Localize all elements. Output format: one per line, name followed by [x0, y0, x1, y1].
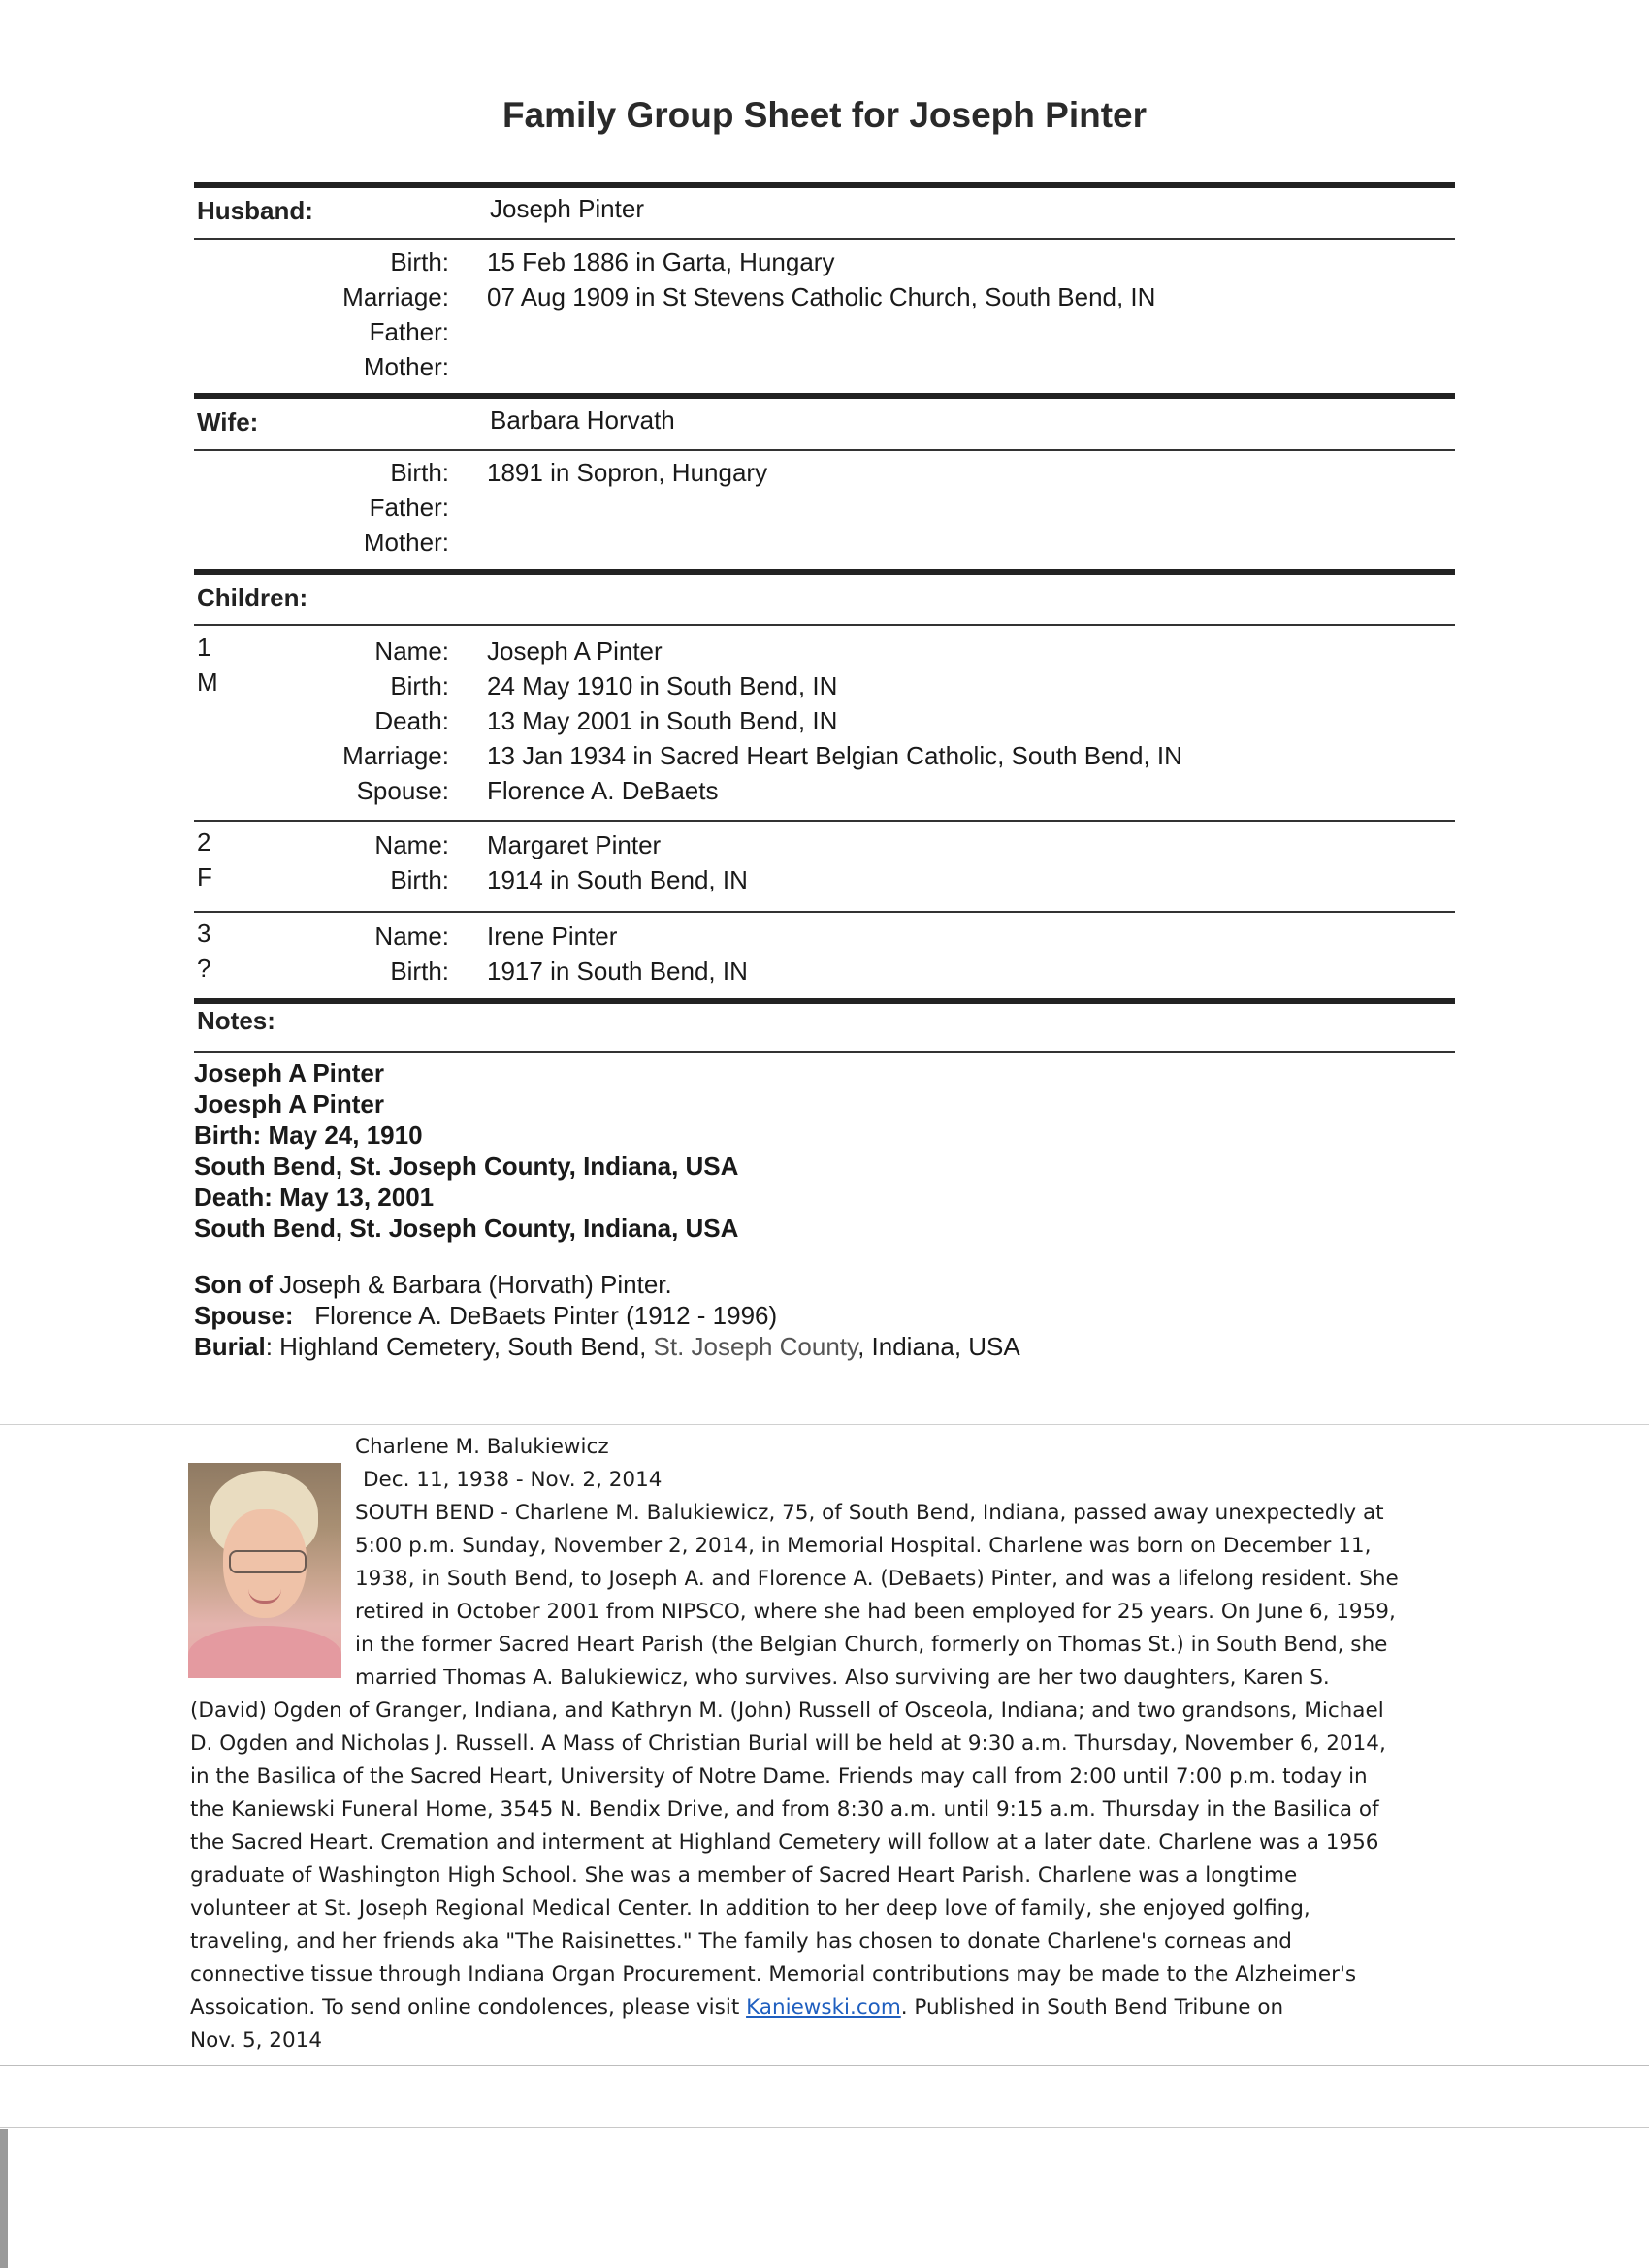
- obituary-line: Nov. 5, 2014: [190, 2028, 323, 2053]
- obituary-line: in the former Sacred Heart Parish (the Belgian Church, formerly on Thomas St.) in South Bend, she: [355, 1633, 1388, 1657]
- child-name-value: Margaret Pinter: [487, 830, 662, 859]
- wife-name: Barbara Horvath: [490, 405, 675, 435]
- child-death-value: 13 May 2001 in South Bend, IN: [487, 706, 838, 735]
- child-name-label: Name:: [374, 636, 449, 665]
- note-line: South Bend, St. Joseph County, Indiana, USA: [194, 1214, 739, 1243]
- section-rule: [194, 393, 1455, 399]
- section-divider: [194, 449, 1455, 451]
- husband-birth-value: 15 Feb 1886 in Garta, Hungary: [487, 247, 835, 276]
- note-line: Joseph A Pinter: [194, 1058, 385, 1087]
- page-title: Family Group Sheet for Joseph Pinter: [501, 95, 1148, 135]
- child-sex: F: [197, 862, 212, 891]
- son-of-text: Joseph & Barbara (Horvath) Pinter.: [279, 1270, 672, 1299]
- child-marriage-value: 13 Jan 1934 in Sacred Heart Belgian Catholic, South Bend, IN: [487, 741, 1182, 770]
- obituary-line: the Kaniewski Funeral Home, 3545 N. Bendix Drive, and from 8:30 a.m. until 9:15 a.m. Thursday in the Basilica of: [190, 1798, 1379, 1822]
- spouse-line: [194, 1300, 1020, 1331]
- section-rule: [194, 998, 1455, 1004]
- obituary-line: volunteer at St. Joseph Regional Medical Center. In addition to her deep love of family, she enjoyed golfing,: [190, 1896, 1310, 1921]
- husband-name: Joseph Pinter: [490, 194, 644, 223]
- section-divider: [194, 238, 1455, 240]
- kaniewski-link[interactable]: Kaniewski.com: [746, 1995, 901, 2020]
- child-spouse-value: Florence A. DeBaets: [487, 776, 719, 805]
- husband-mother-label: Mother:: [363, 352, 449, 381]
- husband-marriage-value: 07 Aug 1909 in St Stevens Catholic Church, South Bend, IN: [487, 282, 1156, 311]
- section-rule: [194, 182, 1455, 188]
- child-name-value: Irene Pinter: [487, 922, 618, 951]
- obituary-line: graduate of Washington High School. She was a member of Sacred Heart Parish. Charlene was a longtime: [190, 1863, 1298, 1888]
- portrait-photo: [188, 1463, 341, 1678]
- note-line: Death: May 13, 2001: [194, 1183, 435, 1212]
- notes-label: Notes:: [197, 1006, 275, 1035]
- child-birth-value: 1917 in South Bend, IN: [487, 956, 748, 986]
- burial-text-end: , Indiana, USA: [857, 1332, 1020, 1361]
- wife-father-label: Father:: [369, 493, 449, 522]
- child-sex: M: [197, 667, 218, 697]
- child-spouse-label: Spouse:: [356, 776, 449, 805]
- note-line: Joesph A Pinter: [194, 1089, 385, 1118]
- obituary-line: [190, 1992, 1283, 2025]
- husband-marriage-label: Marriage:: [342, 282, 449, 311]
- scan-edge: [0, 2127, 1649, 2128]
- section-rule: [194, 569, 1455, 575]
- child-name-value: Joseph A Pinter: [487, 636, 663, 665]
- wife-mother-label: Mother:: [363, 528, 449, 557]
- child-birth-value: 24 May 1910 in South Bend, IN: [487, 671, 838, 700]
- husband-label: Husband:: [197, 196, 313, 225]
- child-birth-value: 1914 in South Bend, IN: [487, 865, 748, 894]
- scan-shadow: [0, 2129, 8, 2268]
- wife-birth-label: Birth:: [390, 458, 449, 487]
- obituary-line: traveling, and her friends aka "The Raisinettes." The family has chosen to donate Charlene's corneas and: [190, 1929, 1292, 1954]
- child-divider: [194, 911, 1455, 913]
- wife-label: Wife:: [197, 407, 259, 437]
- child-name-label: Name:: [374, 830, 449, 859]
- burial-line: [194, 1331, 1020, 1362]
- child-name-label: Name:: [374, 922, 449, 951]
- obituary-text: . Published in South Bend Tribune on: [900, 1995, 1284, 2020]
- son-of-line: [194, 1269, 1020, 1300]
- spouse-label: Spouse:: [194, 1301, 294, 1330]
- section-divider: [194, 624, 1455, 626]
- obituary-line: married Thomas A. Balukiewicz, who survives. Also surviving are her two daughters, Karen S.: [355, 1666, 1330, 1690]
- obituary-line: connective tissue through Indiana Organ Procurement. Memorial contributions may be made to the Alzheimer's: [190, 1962, 1357, 1987]
- child-birth-label: Birth:: [390, 865, 449, 894]
- obituary-dates: Dec. 11, 1938 - Nov. 2, 2014: [363, 1468, 663, 1492]
- child-sex: ?: [197, 954, 211, 983]
- obituary-line: SOUTH BEND - Charlene M. Balukiewicz, 75, of South Bend, Indiana, passed away unexpectedly at: [355, 1501, 1384, 1525]
- child-marriage-label: Marriage:: [342, 741, 449, 770]
- burial-county: St. Joseph County: [653, 1332, 858, 1361]
- obituary-line: in the Basilica of the Sacred Heart, University of Notre Dame. Friends may call from 2:00 until 7:00 p.m. today in: [190, 1765, 1368, 1789]
- burial-text: : Highland Cemetery, South Bend,: [265, 1332, 654, 1361]
- child-number: 1: [197, 632, 211, 662]
- spouse-text: Florence A. DeBaets Pinter (1912 - 1996): [314, 1301, 778, 1330]
- obituary-line: D. Ogden and Nicholas J. Russell. A Mass of Christian Burial will be held at 9:30 a.m. Thursday, November 6, 2014,: [190, 1732, 1386, 1756]
- obituary-name: Charlene M. Balukiewicz: [355, 1435, 609, 1459]
- husband-father-label: Father:: [369, 317, 449, 346]
- husband-birth-label: Birth:: [390, 247, 449, 276]
- notes-body: [194, 1057, 1020, 1362]
- child-number: 3: [197, 919, 211, 948]
- obituary-line: (David) Ogden of Granger, Indiana, and Kathryn M. (John) Russell of Osceola, Indiana; and two grandsons, Michael: [190, 1699, 1384, 1723]
- obituary-text: Assoication. To send online condolences, please visit: [190, 1995, 747, 2020]
- obituary-line: 5:00 p.m. Sunday, November 2, 2014, in Memorial Hospital. Charlene was born on December 11,: [355, 1534, 1372, 1558]
- note-line: Birth: May 24, 1910: [194, 1120, 423, 1150]
- child-divider: [194, 820, 1455, 822]
- child-birth-label: Birth:: [390, 671, 449, 700]
- child-death-label: Death:: [374, 706, 449, 735]
- burial-label: Burial: [194, 1332, 266, 1361]
- section-divider: [194, 1051, 1455, 1053]
- wife-birth-value: 1891 in Sopron, Hungary: [487, 458, 768, 487]
- obituary-line: retired in October 2001 from NIPSCO, where she had been employed for 25 years. On June 6, 1959,: [355, 1600, 1396, 1624]
- obituary-line: the Sacred Heart. Cremation and interment at Highland Cemetery will follow at a later date. Charlene was a 1956: [190, 1831, 1379, 1855]
- children-label: Children:: [197, 583, 308, 612]
- note-line: South Bend, St. Joseph County, Indiana, USA: [194, 1151, 739, 1181]
- son-of-label: Son of: [194, 1270, 273, 1299]
- child-birth-label: Birth:: [390, 956, 449, 986]
- child-number: 2: [197, 827, 211, 857]
- obituary-line: 1938, in South Bend, to Joseph A. and Florence A. (DeBaets) Pinter, and was a lifelong resident. She: [355, 1567, 1399, 1591]
